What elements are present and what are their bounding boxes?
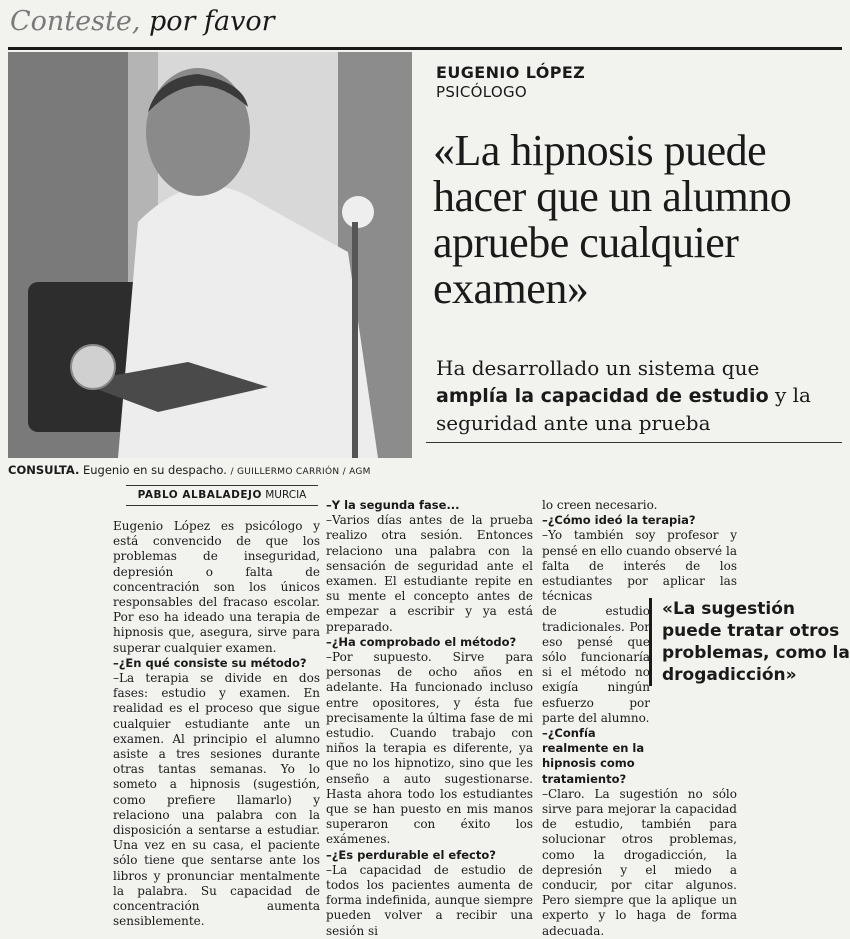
subhead-bold: amplía la capacidad de estudio: [436, 385, 769, 407]
section-header-dark: por favor: [149, 6, 275, 37]
section-header: [10, 6, 275, 37]
byline-author: PABLO ALBALADEJO: [137, 489, 262, 501]
caption-lead: CONSULTA.: [8, 463, 80, 477]
question-1: –¿En qué consiste su método?: [113, 655, 307, 670]
caption-credit: / GUILLERMO CARRIÓN / AGM: [230, 467, 371, 477]
question-2: –Y la segunda fase...: [326, 498, 460, 512]
question-4: –¿Es perdurable el efecto?: [326, 847, 496, 862]
portrait-photo: [8, 52, 412, 458]
article-column-3: [542, 498, 737, 939]
question-6: –¿Confía realmente en la hipnosis como tratamiento?: [542, 726, 645, 786]
answer-3: –Por supuesto. Sirve para personas de ocho años en adelante. Ha funcionado incluso entre opositores, y ésta fue precisamente la última fase de mi estudio. Cuando trabajo con niños la terapia es diferente, ya que no los hipnotizo, sino que les enseño a auto sugestionarse. Hasta ahora todo los estudiantes que se han puesto en mis manos superaron con éxito los exámenes.: [326, 650, 533, 847]
pull-quote: «La sugestión puede tratar otros problemas, como la drogadicción»: [649, 598, 850, 686]
byline: [126, 485, 318, 506]
subhead-pre: Ha desarrollado un sistema que: [436, 356, 760, 380]
answer-4: –La capacidad de estudio de todos los pacientes aumenta de forma indefinida, aunque siempre pueden volver a recibir una sesión si: [326, 862, 533, 938]
answer-6: –Claro. La sugestión no sólo sirve para mejorar la capacidad de estudio, también para solucionar otros problemas, como la drogadicción, la depresión y el miedo a conducir, por citar algunos. Pero siempre que la aplique un experto y lo haga de forma adecuada.: [542, 786, 737, 938]
interviewee-role: PSICÓLOGO: [436, 83, 528, 101]
interviewee-name: EUGENIO LÓPEZ: [436, 63, 586, 82]
headline: «La hipnosis puede hacer que un alumno apruebe cualquier examen»: [433, 126, 792, 313]
article-column-2: [326, 498, 533, 939]
intro-paragraph: Eugenio López es psicólogo y está convencido de que los problemas de inseguridad, depresión o falta de concentración son los únicos responsables del fracaso escolar. Por eso ha ideado una terapia de hipnosis que, asegura, sirve para superar cualquier examen.: [113, 519, 320, 655]
subhead-rule: [426, 442, 842, 443]
photo-illustration: [8, 52, 412, 458]
section-header-light: Conteste,: [10, 6, 141, 37]
answer-1: –La terapia se divide en dos fases: estudio y examen. En realidad es el proceso que sigue cualquier estudiante ante un examen. Al principio el alumno asiste a tres sesiones durante otras tantas semanas. Yo lo someto a hipnosis (sugestión, como prefiere llamarlo) y relaciono una palabra con la disposición a sentarse a estudiar. Una vez en su casa, el paciente sólo tiene que sentarse ante los libros y pronunciar mentalmente la palabra. Su capacidad de concentración aumenta sensiblemente.: [113, 671, 320, 929]
question-5: –¿Cómo ideó la terapia?: [542, 513, 696, 528]
caption-text: Eugenio en su despacho.: [82, 463, 227, 477]
interviewee-block: [436, 63, 585, 101]
article-column-1: [113, 519, 320, 929]
subheadline: [436, 355, 836, 437]
answer-5-wide: –Yo también soy profesor y pensé en ello cuando observé la falta de interés de los estudiantes por aplicar las técnicas: [542, 528, 737, 604]
top-rule: [8, 47, 842, 50]
answer-2: –Varios días antes de la prueba realizo otra sesión. Entonces relaciono una palabra con la sensación de seguridad ante el examen. El estudiante repite en su mente el concepto antes de empezar a escribir y ya está preparado.: [326, 513, 533, 634]
subhead-post: y la seguridad ante una prueba: [436, 383, 811, 435]
photo-caption: [8, 463, 371, 477]
byline-place: MURCIA: [265, 489, 307, 501]
question-3: –¿Ha comprobado el método?: [326, 634, 517, 649]
answer-5-narrow: de estudio tradicionales. Por eso pensé que sólo funcionaría si el método no exigía ningún esfuerzo por parte del alumno.: [542, 604, 650, 725]
answer-4-continued: lo creen necesario.: [542, 498, 658, 512]
